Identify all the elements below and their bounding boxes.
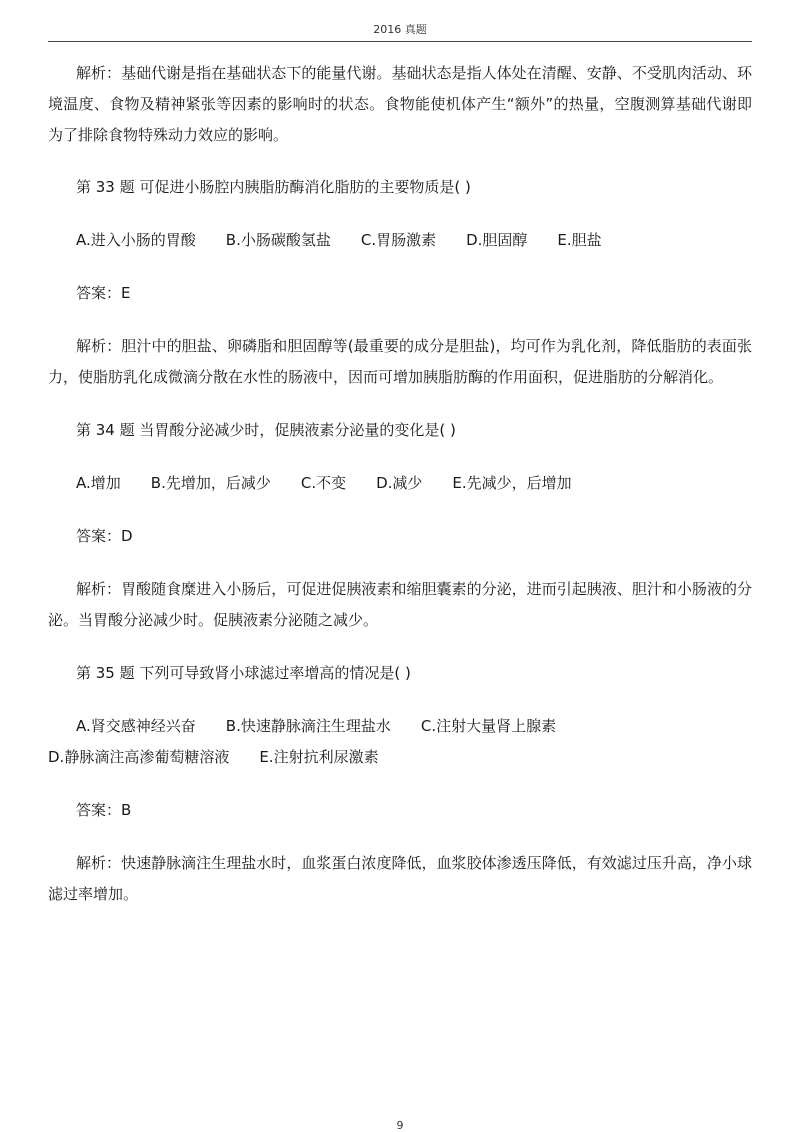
question-35: 第 35 题 下列可导致肾小球滤过率增高的情况是( ): [76, 664, 411, 682]
explanation-32: 解析：基础代谢是指在基础状态下的能量代谢。基础状态是指人体处在清醒、安静、不受肌肉活动、环境温度、食物及精神紧张等因素的影响时的状态。食物能使机体产生“额外”的热量，空腹测算基础代谢即为了排除食物特殊动力效应的影响。: [48, 64, 752, 144]
option-b: B.快速静脉滴注生理盐水: [225, 717, 391, 735]
answer-35: 答案：B: [76, 801, 132, 819]
page-header: 2016 真题: [373, 23, 427, 36]
option-d: D.减少: [376, 474, 423, 492]
option-e: E.先减少，后增加: [452, 474, 572, 492]
option-d: D.胆固醇: [466, 231, 528, 249]
option-a: A.进入小肠的胃酸: [76, 231, 196, 249]
option-b: B.小肠碳酸氢盐: [225, 231, 331, 249]
option-a: A.肾交感神经兴奋: [76, 717, 196, 735]
header-divider: [48, 41, 752, 42]
question-33: 第 33 题 可促进小肠腔内胰脂肪酶消化脂肪的主要物质是( ): [76, 178, 471, 196]
answer-33: 答案：E: [76, 284, 131, 302]
answer-34: 答案：D: [76, 527, 133, 545]
option-e: E.注射抗利尿激素: [259, 748, 379, 766]
option-c: C.胃肠激素: [360, 231, 437, 249]
explanation-33: 解析：胆汁中的胆盐、卵磷脂和胆固醇等(最重要的成分是胆盐)，均可作为乳化剂，降低脂肪的表面张力，使脂肪乳化成微滴分散在水性的肠液中，因而可增加胰脂肪酶的作用面积，促进脂肪的分解消化。: [48, 337, 752, 386]
question-34: 第 34 题 当胃酸分泌减少时，促胰液素分泌量的变化是( ): [76, 421, 456, 439]
option-c: C.注射大量肾上腺素: [420, 717, 557, 735]
question-33-options: [48, 225, 752, 256]
option-e: E.胆盐: [557, 231, 602, 249]
option-c: C.不变: [300, 474, 347, 492]
page-number: 9: [396, 1119, 404, 1132]
explanation-34: 解析：胃酸随食糜进入小肠后，可促进促胰液素和缩胆囊素的分泌，进而引起胰液、胆汁和小肠液的分泌。当胃酸分泌减少时。促胰液素分泌随之减少。: [48, 580, 752, 629]
explanation-35: 解析：快速静脉滴注生理盐水时，血浆蛋白浓度降低，血浆胶体渗透压降低，有效滤过压升高，净小球滤过率增加。: [48, 854, 752, 903]
question-34-options: [48, 468, 752, 499]
option-b: B.先增加，后减少: [150, 474, 271, 492]
page-content: [48, 58, 752, 910]
option-a: A.增加: [76, 474, 121, 492]
question-35-options: [48, 711, 752, 773]
option-d: D.静脉滴注高渗葡萄糖溶液: [48, 748, 230, 766]
